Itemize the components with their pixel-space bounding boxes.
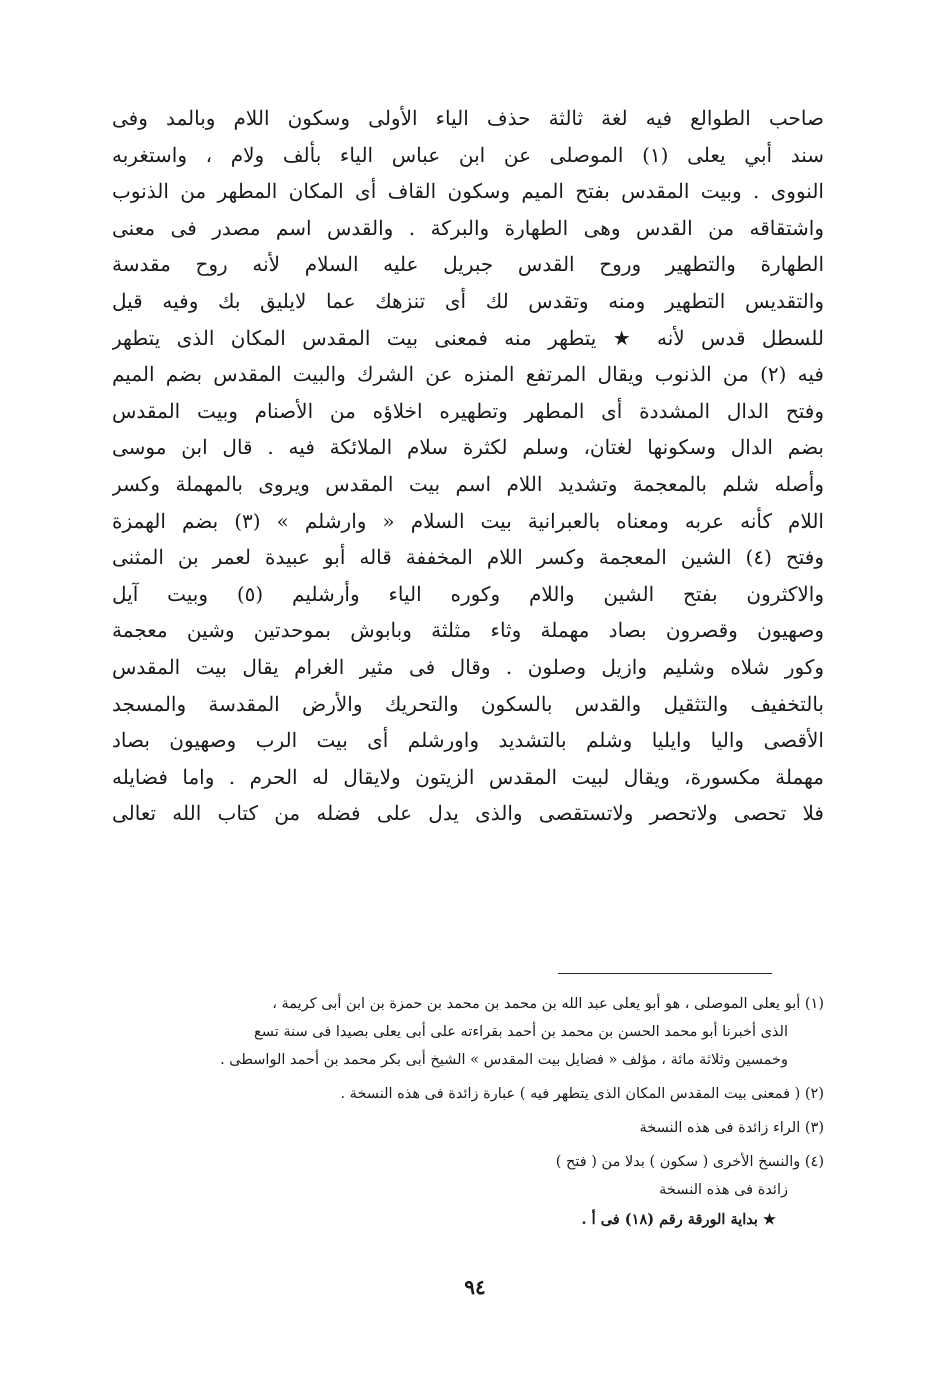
text-line: والتقديس التطهير ومنه وتقدس لك أى تنزهك عما لايليق بك وفيه قيل (112, 288, 824, 313)
footnote-1: (١) أبو يعلى الموصلى ، هو أبو يعلى عبد الله بن محمد بن محمد بن حمزة بن ابن أبى كريمة ، (272, 996, 824, 1012)
text-line: سند أبي يعلى (١) الموصلى عن ابن عباس الياء بألف ولام ، واستغربه (112, 142, 824, 167)
text-line: فلا تحصى ولاتحصر ولاتستقصى والذى يدل على فضله من كتاب الله تعالى (112, 801, 824, 826)
text-line: والاكثرون بفتح الشين واللام وكوره الياء وأرشليم (٥) وبيت آيل (112, 581, 824, 606)
footnote-2: (٢) ( فمعنى بيت المقدس المكان الذى يتطهر فيه ) عبارة زائدة فى هذه النسخة . (340, 1086, 824, 1102)
text-line: بالتخفيف والتثقيل والقدس بالسكون والتحريك والأرض المقدسة والمسجد (112, 691, 824, 716)
footnote-5: زائدة فى هذه النسخة (659, 1182, 788, 1198)
text-line: للسطل قدس لأنه ★ يتطهر منه فمعنى بيت المقدس المكان الذى يتطهر (112, 325, 824, 350)
text-line: الطهارة والتطهير وروح القدس جبريل عليه السلام لأنه روح مقدسة (112, 252, 824, 277)
text-line: فيه (٢) من الذنوب ويقال المرتفع المنزه عن الشرك والبيت المقدس بضم الميم (112, 362, 824, 387)
footnote-4: (٤) والنسخ الأخرى ( سكون ) بدلا من ( فتح ) (555, 1154, 824, 1170)
text-line: وكور شلاه وشليم وازيل وصلون . وقال فى مثير الغرام يقال بيت المقدس (112, 654, 824, 679)
footnote-1-continued: الذى أخبرنا أبو محمد الحسن بن محمد بن أحمد بقراءته على أبى يعلى بصيدا فى سنة تسع (254, 1024, 788, 1040)
main-text (112, 100, 824, 832)
page-number: ٩٤ (464, 1275, 486, 1299)
footnote-1-continued: وخمسين وثلاثة مائة ، مؤلف « فضايل بيت المقدس » الشيخ أبى بكر محمد بن أحمد الواسطى . (220, 1052, 788, 1068)
text-line: الأقصى واليا وايليا وشلم بالتشديد واورشلم أى بيت الرب وصهيون بصاد (112, 728, 824, 753)
text-line: النووى . وبيت المقدس بفتح الميم وسكون القاف أى المكان المطهر من الذنوب (112, 179, 824, 204)
text-line: وفتح الدال المشددة أى المطهر وتطهيره اخلاؤه من الأصنام وبيت المقدس (112, 398, 824, 423)
text-line: اللام كأنه عربه ومعناه بالعبرانية بيت السلام « وارشلم » (٣) بضم الهمزة (112, 508, 824, 533)
text-line: بضم الدال وسكونها لغتان، وسلم لكثرة سلام الملائكة فيه . قال ابن موسى (112, 435, 824, 460)
footnote-star: ★ بداية الورقة رقم (١٨) فى أ . (581, 1211, 776, 1228)
text-line: واشتقاقه من القدس وهى الطهارة والبركة . والقدس اسم مصدر فى معنى (112, 215, 824, 240)
footnote-3: (٣) الراء زائدة فى هذه النسخة (639, 1120, 824, 1136)
text-line: وأصله شلم بالمعجمة وتشديد اللام اسم بيت المقدس ويروى بالمهملة وكسر (112, 471, 824, 496)
footnote-divider (558, 973, 772, 974)
text-line: وصهيون وقصرون بصاد مهملة وثاء مثلثة وبابوش بموحدتين وشين معجمة (112, 618, 824, 643)
text-line: وفتح (٤) الشين المعجمة وكسر اللام المخففة قاله أبو عبيدة لعمر بن المثنى (112, 545, 824, 570)
text-line: صاحب الطوالع فيه لغة ثالثة حذف الياء الأولى وسكون اللام وبالمد وفى (112, 106, 824, 130)
text-line: مهملة مكسورة، ويقال لبيت المقدس الزيتون ولايقال له الحرم . واما فضايله (112, 764, 824, 789)
footnotes (112, 990, 824, 1234)
